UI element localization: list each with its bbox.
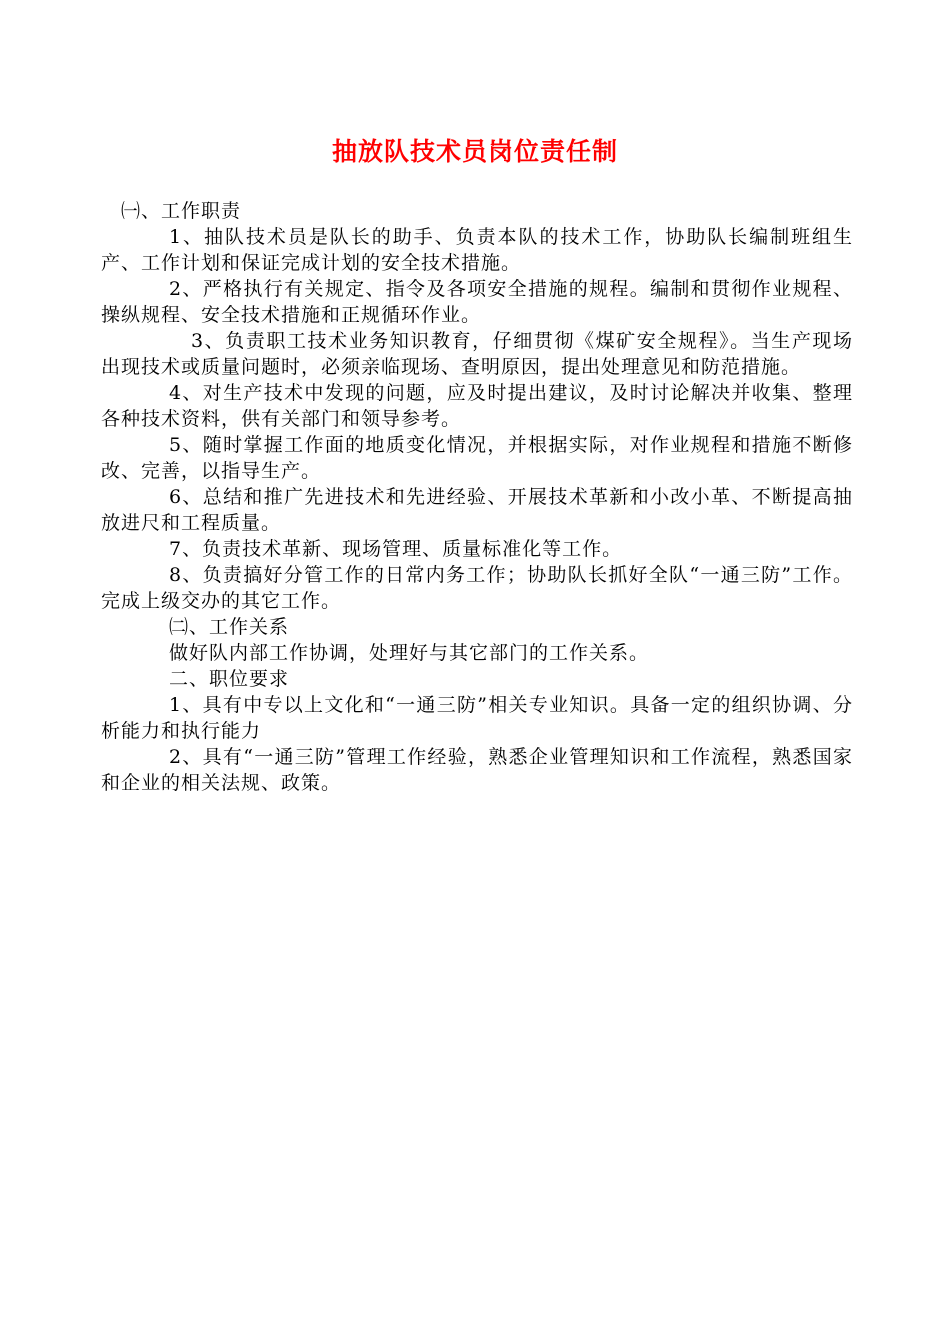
requirement-item-1: 1、具有中专以上文化和“一通三防”相关专业知识。具备一定的组织协调、分析能力和执行能力 [101,694,853,742]
relations-text: 做好队内部工作协调，处理好与其它部门的工作关系。 [169,642,650,664]
duty-item-6: 6、总结和推广先进技术和先进经验、开展技术革新和小改小革、不断提高抽放进尺和工程质量。 [101,486,853,534]
section-heading-requirements: 二、职位要求 [169,668,290,690]
duty-item-1: 1、抽队技术员是队长的助手、负责本队的技术工作，协助队长编制班组生产、工作计划和保证完成计划的安全技术措施。 [101,226,853,274]
document-title: 抽放队技术员岗位责任制 [331,137,618,166]
duty-item-5: 5、随时掌握工作面的地质变化情况，并根据实际，对作业规程和措施不断修改、完善，以指导生产。 [101,434,853,482]
section-heading-duties: ㈠、工作职责 [121,200,242,222]
duty-item-8: 8、负责搞好分管工作的日常内务工作；协助队长抓好全队“一通三防”工作。完成上级交办的其它工作。 [101,564,853,612]
section-heading-relations: ㈡、工作关系 [169,616,290,638]
duty-item-2: 2、严格执行有关规定、指令及各项安全措施的规程。编制和贯彻作业规程、操纵规程、安全技术措施和正规循环作业。 [101,278,853,326]
requirement-item-2: 2、具有“一通三防”管理工作经验，熟悉企业管理知识和工作流程，熟悉国家和企业的相关法规、政策。 [101,746,853,794]
document-body [101,198,853,796]
duty-item-7: 7、负责技术革新、现场管理、质量标准化等工作。 [169,538,623,560]
duty-item-3: 3、负责职工技术业务知识教育，仔细贯彻《煤矿安全规程》。当生产现场出现技术或质量问题时，必须亲临现场、查明原因，提出处理意见和防范措施。 [101,330,853,378]
duty-item-4: 4、对生产技术中发现的问题，应及时提出建议，及时讨论解决并收集、整理各种技术资料，供有关部门和领导参考。 [101,382,853,430]
